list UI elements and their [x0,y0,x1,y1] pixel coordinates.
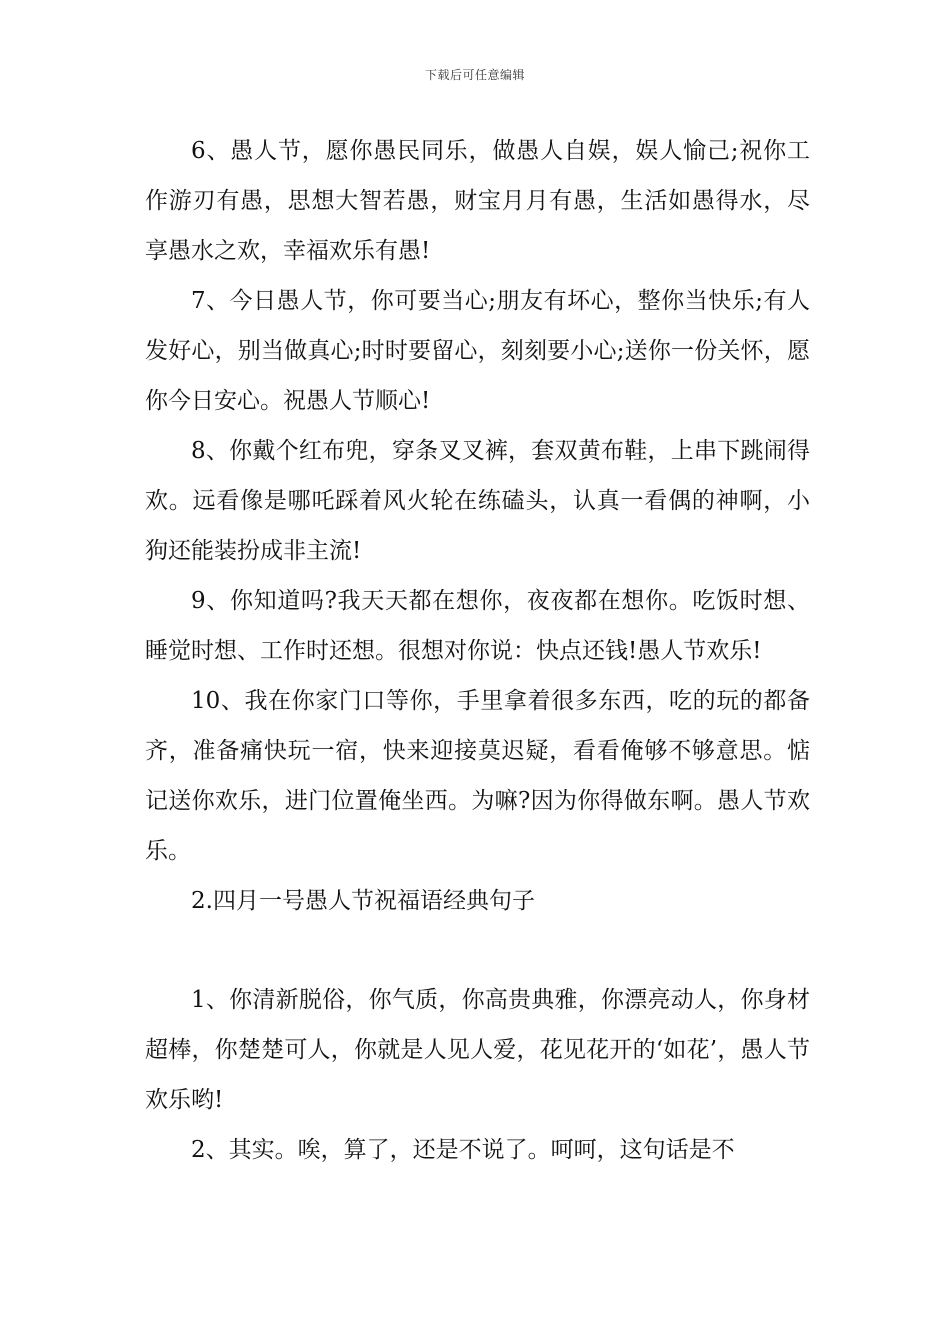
paragraph-10: 10、我在你家门口等你，手里拿着很多东西，吃的玩的都备齐，准备痛快玩一宿，快来迎接莫迟疑，看看俺够不够意思。惦记送你欢乐，进门位置俺坐西。为嘛?因为你得做东啊。愚人节欢乐。 [145,688,810,864]
paragraph-8: 8、你戴个红布兜，穿条叉叉裤，套双黄布鞋，上串下跳闹得欢。远看像是哪吒踩着风火轮在练磕头，认真一看偶的神啊，小狗还能装扮成非主流! [145,438,810,564]
page-header: 下载后可任意编辑 [424,68,525,82]
paragraph-7: 7、今日愚人节，你可要当心;朋友有坏心，整你当快乐;有人发好心，别当做真心;时时要留心，刻刻要小心;送你一份关怀，愿你今日安心。祝愚人节顺心! [145,288,810,414]
paragraph-2: 2、其实。唉，算了，还是不说了。呵呵，这句话是不 [191,1137,735,1163]
section-title: 2.四月一号愚人节祝福语经典句子 [191,888,535,914]
paragraph-9: 9、你知道吗?我天天都在想你，夜夜都在想你。吃饭时想、睡觉时想、工作时还想。很想对你说：快点还钱!愚人节欢乐! [145,588,810,664]
paragraph-6: 6、愚人节，愿你愚民同乐，做愚人自娱，娱人愉己;祝你工作游刃有愚，思想大智若愚，财宝月月有愚，生活如愚得水，尽享愚水之欢，幸福欢乐有愚! [145,138,810,264]
paragraph-1: 1、你清新脱俗，你气质，你高贵典雅，你漂亮动人，你身材超棒，你楚楚可人，你就是人见人爱，花见花开的‘如花’，愚人节欢乐哟! [145,987,810,1113]
document-body [145,126,810,1175]
